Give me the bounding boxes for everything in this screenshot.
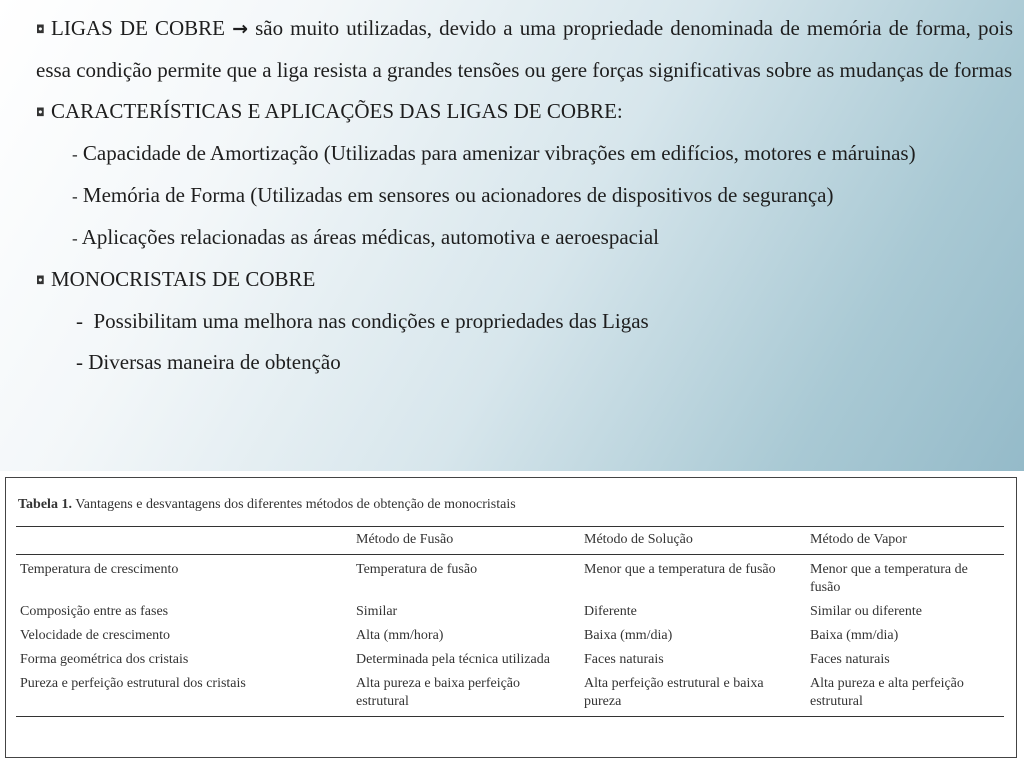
table-caption-label: Tabela 1. (18, 497, 72, 512)
table-cell: Alta pureza e baixa perfeição estrutural (352, 672, 580, 717)
bullet-title: CARACTERÍSTICAS E APLICAÇÕES DAS LIGAS DE COBRE: (51, 99, 623, 123)
sub-item-text: Aplicações relacionadas as áreas médicas, automotiva e aeroespacial (81, 225, 659, 249)
dash-marker: - (72, 187, 78, 206)
header-cell (16, 527, 352, 555)
row-label-cell: Composição entre as fases (20, 604, 169, 619)
row-label-cell: Forma geométrica dos cristais (20, 652, 189, 667)
row-label-cell: Temperatura de crescimento (20, 562, 179, 577)
sub-item-text: Memória de Forma (Utilizadas em sensores ou acionadores de dispositivos de segurança) (82, 183, 834, 207)
table-panel (0, 471, 1024, 768)
table-caption (18, 497, 516, 513)
header-cell: Método de Solução (580, 527, 806, 555)
bullet-caracteristicas (36, 91, 1013, 133)
sub-item-text: - Diversas maneira de obtenção (76, 350, 341, 374)
header-cell: Método de Vapor (806, 527, 1004, 555)
square-bullet-icon: ◘ (36, 23, 45, 36)
sub-item (36, 301, 1013, 342)
table-cell: Alta perfeição estrutural e baixa pureza (580, 672, 806, 717)
table-row (16, 624, 1004, 648)
table-cell: Alta (mm/hora) (356, 628, 444, 643)
row-label-cell: Velocidade de crescimento (20, 628, 171, 643)
table-cell: Baixa (mm/dia) (584, 628, 673, 643)
table-caption-text: Vantagens e desvantagens dos diferentes métodos de obtenção de monocristais (75, 497, 516, 512)
table-row (16, 600, 1004, 624)
square-bullet-icon: ◘ (36, 106, 45, 119)
table-row (16, 555, 1004, 601)
header-cell: Método de Fusão (352, 527, 580, 555)
table-cell: Menor que a temperatura de fusão (584, 562, 776, 577)
table-cell: Determinada pela técnica utilizada (356, 652, 550, 667)
sub-item-text: - Possibilitam uma melhora nas condições e propriedades das Ligas (76, 309, 649, 333)
table-header-row (16, 527, 1004, 555)
table-cell: Baixa (mm/dia) (810, 628, 899, 643)
table-row (16, 672, 1004, 717)
table-cell: Menor que a temperatura de fusão (810, 562, 968, 595)
table-row (16, 648, 1004, 672)
dash-marker: - (72, 145, 78, 164)
table-cell: Temperatura de fusão (356, 562, 478, 577)
dash-marker: - (72, 229, 78, 248)
bullet-title: MONOCRISTAIS DE COBRE (51, 267, 316, 291)
sub-item (36, 175, 1013, 217)
slide-text (36, 8, 1013, 383)
sub-item-text: Capacidade de Amortização (Utilizadas para amenizar vibrações em edifícios, motores e máruinas) (82, 141, 916, 165)
bullet-title: LIGAS DE COBRE (51, 16, 225, 40)
sub-item (36, 342, 1013, 383)
table-cell: Alta pureza e alta perfeição estrutural (806, 672, 1004, 717)
right-arrow-icon: → (232, 18, 249, 40)
square-bullet-icon: ◘ (36, 274, 45, 287)
sub-item (36, 217, 1013, 259)
table-cell: Faces naturais (584, 652, 664, 667)
table-cell: Diferente (584, 604, 637, 619)
sub-item (36, 133, 1013, 175)
row-label-cell: Pureza e perfeição estrutural dos cristais (16, 672, 352, 717)
table-frame (5, 477, 1017, 758)
bullet-ligas-de-cobre (36, 8, 1013, 91)
monocrystal-methods-table (16, 526, 1004, 717)
bullet-text: são muito utilizadas, devido a uma propriedade denominada de memória de forma, pois essa condição permite que a liga resista a grandes tensões ou gere forças significativas sobre as mudanças de formas (36, 16, 1014, 82)
table-cell: Similar ou diferente (810, 604, 922, 619)
table-cell: Faces naturais (810, 652, 890, 667)
bullet-monocristais (36, 259, 1013, 301)
table-cell: Similar (356, 604, 398, 619)
